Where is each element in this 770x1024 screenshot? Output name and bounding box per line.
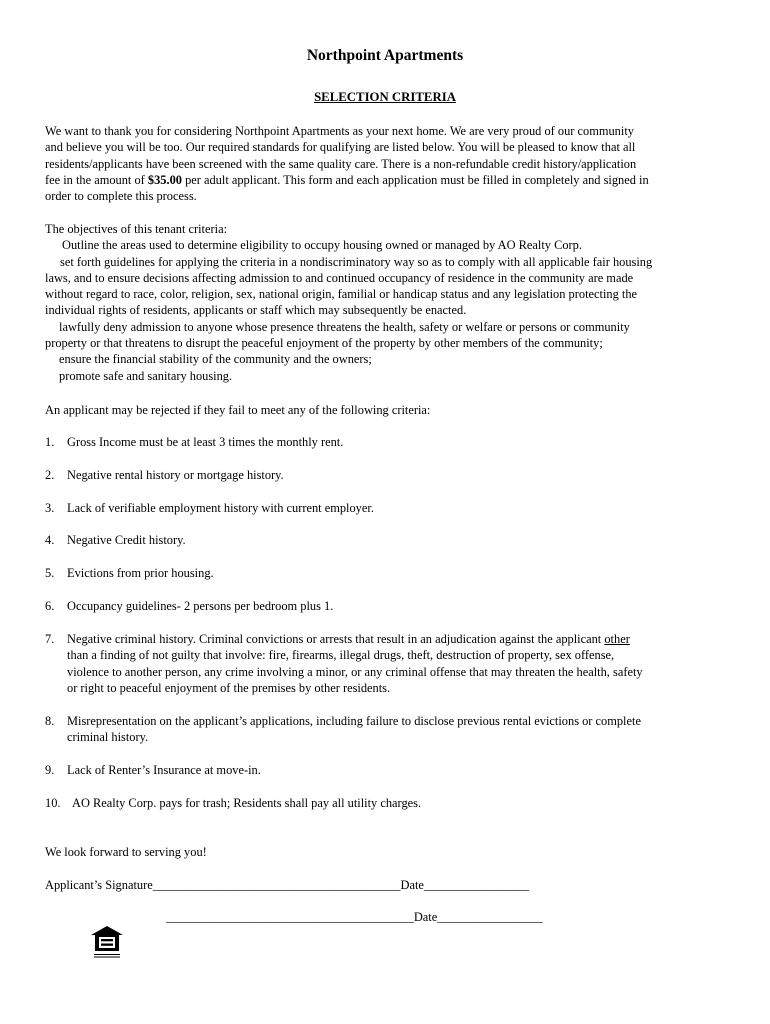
criteria-item (45, 598, 735, 614)
criteria-number: 5. (45, 566, 55, 580)
criteria-number: 1. (45, 435, 55, 449)
criteria-item (45, 795, 735, 811)
rejection-intro: An applicant may be rejected if they fail to meet any of the following criteria: (45, 403, 431, 417)
intro-line: order to complete this process. (45, 189, 197, 204)
criteria-item (45, 467, 735, 483)
criteria-item (45, 434, 735, 450)
criteria-text: Evictions from prior housing. (67, 566, 214, 580)
criteria-text: Occupancy guidelines- 2 persons per bedroom plus 1. (67, 599, 334, 613)
intro-line: and believe you will be too. Our required standards for qualifying are listed below. You will be pleased to know that all (45, 140, 636, 155)
intro-text: per adult applicant. This form and each application must be filled in completely and signed in (181, 172, 649, 187)
criteria-text: AO Realty Corp. pays for trash; Residents shall pay all utility charges. (72, 796, 422, 810)
criteria-number: 10. (45, 796, 61, 810)
criteria-number: 8. (45, 714, 55, 728)
criteria-text-underlined: other (604, 632, 630, 646)
co-applicant-signature-line[interactable]: ________________________________________Date_________________ (166, 910, 543, 924)
objective-line: lawfully deny admission to anyone whose presence threatens the health, safety or welfare or persons or community (59, 319, 630, 334)
criteria-continuation: violence to another person, any crime involving a minor, or any criminal offense that may threaten the health, safety (67, 664, 643, 679)
criteria-number: 9. (45, 763, 55, 777)
intro-text: fee in the amount of (45, 172, 148, 187)
criteria-text: Lack of verifiable employment history with current employer. (67, 501, 374, 515)
objective-line: without regard to race, color, religion, sex, national origin, familial or handicap status and any legislation protecting the (45, 287, 638, 302)
objective-line: set forth guidelines for applying the criteria in a nondiscriminatory way so as to comply with all applicable fair housing (60, 254, 653, 269)
applicant-signature-line[interactable]: Applicant’s Signature________________________________________Date_________________ (45, 878, 530, 892)
objective-line: laws, and to ensure decisions affecting admission to and continued occupancy of residence in the community are made (45, 270, 634, 285)
criteria-number: 2. (45, 468, 55, 482)
criteria-number: 7. (45, 632, 55, 646)
criteria-text: Negative criminal history. Criminal convictions or arrests that result in an adjudication against the applicant (67, 632, 605, 646)
criteria-item (45, 532, 735, 548)
criteria-number: 4. (45, 533, 55, 547)
objective-line: Outline the areas used to determine eligibility to occupy housing owned or managed by AO Realty Corp. (62, 238, 582, 253)
closing-text: We look forward to serving you! (45, 845, 207, 859)
criteria-continuation: than a finding of not guilty that involve: fire, firearms, illegal drugs, theft, destruction of property, sex offense, (67, 648, 615, 663)
objective-line: individual rights of residents, applicants or staff which may subsequently be enacted. (45, 303, 467, 318)
criteria-item (45, 762, 735, 778)
page-title: Northpoint Apartments (306, 47, 464, 64)
objectives-heading: The objectives of this tenant criteria: (45, 222, 228, 236)
intro-line (45, 172, 730, 188)
objective-line: property or that threatens to disrupt the peaceful enjoyment of the property by other members of the community; (45, 336, 603, 351)
criteria-text: Misrepresentation on the applicant’s applications, including failure to disclose previous rental evictions or complete (67, 714, 641, 728)
equal-housing-opportunity-icon (90, 924, 124, 960)
criteria-continuation: or right to peaceful enjoyment of the premises by other residents. (67, 680, 391, 695)
criteria-continuation: criminal history. (67, 730, 149, 745)
criteria-item (45, 713, 735, 746)
criteria-item (45, 500, 735, 516)
objective-line: promote safe and sanitary housing. (59, 368, 233, 383)
intro-line: residents/applicants have been screened with the same quality care. There is a non-refundable credit history/application (45, 156, 637, 171)
criteria-item (45, 631, 735, 696)
objective-line: ensure the financial stability of the community and the owners; (59, 352, 372, 367)
criteria-text: Negative rental history or mortgage history. (67, 468, 284, 482)
intro-paragraph (45, 123, 730, 204)
criteria-text: Lack of Renter’s Insurance at move-in. (67, 763, 261, 777)
objectives-section (45, 221, 730, 384)
criteria-item (45, 565, 735, 581)
application-fee: $35.00 (147, 172, 182, 187)
criteria-text: Negative Credit history. (67, 533, 186, 547)
section-heading: SELECTION CRITERIA (314, 90, 456, 104)
criteria-number: 3. (45, 501, 55, 515)
criteria-text: Gross Income must be at least 3 times the monthly rent. (67, 435, 344, 449)
intro-line: We want to thank you for considering Northpoint Apartments as your next home. We are very proud of our community (45, 124, 634, 138)
criteria-number: 6. (45, 599, 55, 613)
